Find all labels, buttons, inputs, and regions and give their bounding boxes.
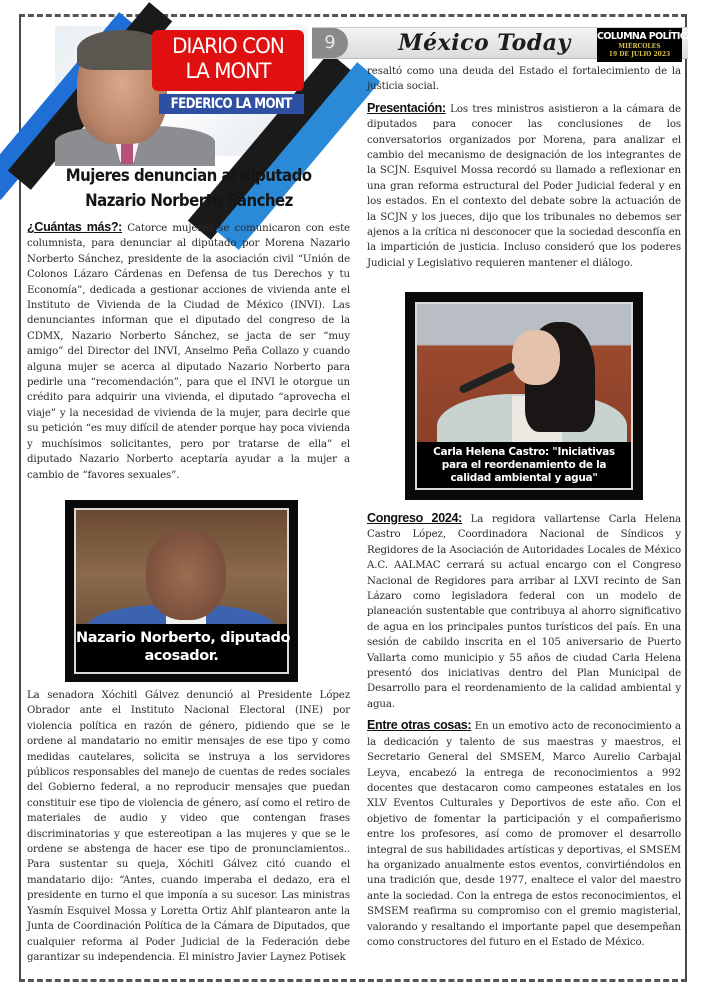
publication-title: México Today	[398, 30, 571, 56]
paragraph-continuation: resaltó como una deuda del Estado el fortalecimiento de la justicia social.	[367, 66, 681, 93]
section-name: COLUMNA POLÍTICA	[597, 31, 693, 42]
paragraph-entre-otras-cosas	[367, 718, 681, 950]
caption-line2: para el reordenamiento de la	[441, 459, 607, 471]
headline-line1: Mujeres denuncian al diputado	[65, 166, 312, 186]
caption-line3: calidad ambiental y agua"	[450, 472, 598, 484]
caption-line2: acosador.	[144, 648, 219, 664]
banner-title-line1: DIARIO CON	[172, 34, 284, 58]
masthead	[312, 27, 693, 59]
paragraph-cuantas-mas	[27, 220, 350, 483]
columnist-banner	[55, 26, 308, 156]
paragraph-presentacion	[367, 101, 681, 271]
paragraph-congreso-2024	[367, 511, 681, 712]
photo-frame	[415, 302, 633, 490]
paragraph-text: La regidora vallartense Carla Helena Castro López, Coordinadora Nacional de Síndicos y Regidores de la Asociación de Autoridades Locales de México A.C. AALMAC cerrará su actual encargo con el Congreso Nacional de Regidores para arribar al LXVI recinto de San Lázaro como legisladora federal con un modelo de planeación sustentable que contribuya al ahorro significativo de agua en los principales puntos turísticos del país. En una sesión de cabildo inscrita en el 105 aniversario de Puerto Vallarta como municipio y 55 años de ciudad Carla Helena presentó dos iniciativas dentro del Plan Municipal de Desarrollo para el reordenamiento de la calidad ambiental y agua.	[367, 514, 682, 710]
right-column-lower	[367, 511, 681, 950]
photo-subject-face	[146, 530, 226, 620]
photo-carla-helena-castro	[405, 292, 643, 500]
paragraph-lead: Entre otras cosas:	[367, 718, 472, 733]
banner-title-line2: LA MONT	[185, 59, 271, 83]
paragraph-text: Los tres ministros asistieron a la cámara de diputados para conocer las conclusiones de los conversatorios organizados por Morena, para analizar el cambio del mecanismo de designación de los integrantes de la SCJN. Esquivel Mossa recordó su llamado a reflexionar en una gran reforma estructural del Poder Judicial federal y en los estados. En el contexto del debate sobre la actuación de la SCJN y los jueces, dijo que los tribunales no debemos ser ajenos a la crítica ni desconocer que la sociedad desconfía en la impartición de justicia. Incluso consideró que los poderes Judicial y Legislativo requieren mantener el diálogo.	[367, 103, 681, 269]
right-column	[367, 64, 681, 271]
banner-author	[159, 94, 304, 114]
photo-caption	[76, 624, 291, 672]
banner-title	[152, 30, 304, 91]
headline-line2: Nazario Norberto Sánchez	[84, 191, 293, 211]
caption-line1: Carla Helena Castro: "Iniciativas	[433, 446, 615, 458]
paragraph-text: En un emotivo acto de reconocimiento a la dedicación y talento de sus maestras y maestros, el Secretario General del SMSEM, Marco Aurelio Carbajal Leyva, encabezó la entrega de reconocimientos a 992 docentes que destacaron como campeones estatales en los XLV Eventos Culturales y Deportivos de este año. Con el objetivo de fomentar la participación y el compañerismo entre los profesores, así como de promover el desarrollo integral de sus habilidades artísticas y deportivas, el SMSEM ha organizado anualmente estos eventos, convirtiéndolos en una tradición que, desde 1977, enaltece el valor del maestro ante la sociedad. Con la entrega de estos reconocimientos, el SMSEM reafirma su compromiso con el gremio magisterial, valorando y resaltando el importante papel que desempeñan como constructores del futuro en el Estado de México.	[367, 721, 682, 948]
paragraph-lead: Presentación:	[367, 100, 446, 115]
photo-caption	[417, 442, 631, 488]
photo-nazario-norberto	[65, 500, 298, 682]
banner-author-name: FEDERICO LA MONT	[171, 96, 292, 112]
paragraph-xochitl-galvez: La senadora Xóchitl Gálvez denunció al Presidente López Obrador ante el Instituto Nacional Electoral (INE) por violencia política en razón de género, pidiendo que se le ordene al mandatario no emitir mensajes de ese tipo y como medidas cautelares, solicita se instruya a los servidores públicos responsables del manejo de cuentas de redes sociales del Gobierno federal, a no reproducir mensajes que puedan constituir ese tipo de violencia de género, así como el retiro de materiales de audio y video que contengan frases discriminatorias y que estereotipan a las mujeres y que se le ordene se abstenga de hacer ese tipo de pronunciamientos.. Para sustentar su queja, Xóchitl Gálvez citó cuando el mandatario dijo: “Antes, cuando imperaba el dedazo, era el presidente en turno el que imponía a su sucesor. Las ministras Yasmín Esquivel Mossa y Loretta Ortiz Ahlf plantearon ante la Junta de Coordinación Política de la Cámara de Diputados, que cualquier reforma al Poder Judicial de la Federación debe garantizar su independencia. El ministro Javier Laynez Potisek	[27, 690, 350, 963]
section-badge	[597, 28, 693, 62]
photo-subject-face	[512, 330, 560, 385]
issue-day: MIÉRCOLES	[618, 43, 661, 50]
photo-frame	[74, 508, 289, 674]
caption-line1: Nazario Norberto, diputado	[76, 630, 291, 646]
paragraph-lead: Congreso 2024:	[367, 511, 463, 525]
microphone-icon	[458, 362, 516, 395]
paragraph-lead: ¿Cuántas más?:	[27, 220, 123, 234]
left-column-lower	[27, 688, 350, 965]
page-number: 9	[312, 28, 348, 58]
paragraph-text: Catorce mujeres se comunicaron con este columnista, para denunciar al diputado por Morena Nazario Norberto Sánchez, presidente de la asociación civil “Unión de Colonos Lázaro Cárdenas en Defensa de tus Derechos y tu Economía”, dedicada a gestionar acciones de vivienda ante el Instituto de Vivienda de la Ciudad de México (INVI). Las denunciantes informan que el diputado del congreso de la CDMX, Nazario Norberto Sánchez, se jacta de ser “muy amigo” del Director del INVI, Anselmo Peña Collazo y cuando alguna mujer se acerca al diputado Nazario Norberto para pedirle una “recomendación”, para que el INVI le otorgue un crédito para adquirir una vivienda, el diputado “aprovecha el viaje” y la necesidad de vivienda de la mujer, para decirle que su petición “es muy difícil de atender porque hay poca vivienda y muchísimos solicitantes, pero por tratarse de ella” el diputado Nazario Norberto aceptaría ayudar a la mujer a cambio de “favores sexuales”.	[27, 223, 350, 481]
issue-date: 19 DE JULIO 2023	[608, 51, 671, 58]
left-column	[27, 164, 350, 483]
article-headline	[27, 164, 350, 214]
